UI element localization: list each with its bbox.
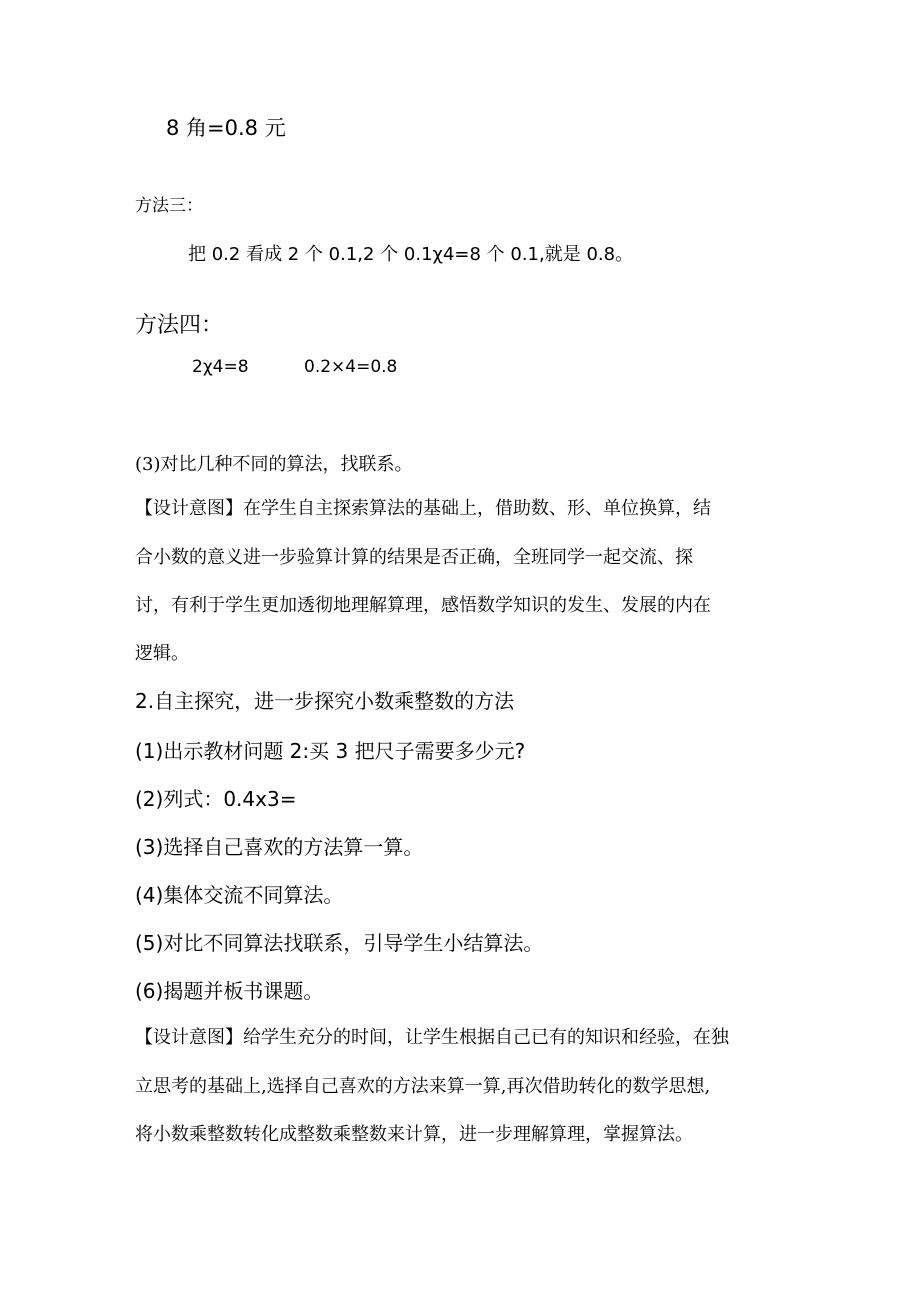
- step-4-share: (4)集体交流不同算法。: [135, 883, 344, 907]
- step-3-choose-method: (3)选择自己喜欢的方法算一算。: [135, 835, 424, 859]
- method-four-heading: 方法四：: [135, 313, 224, 338]
- step-3-compare: (3)对比几种不同的算法，找联系。: [135, 454, 413, 475]
- design-intent-1-line-4: 逻辑。: [135, 643, 189, 664]
- design-intent-2-line-1: 【设计意图】给学生充分的时间，让学生根据自己已有的知识和经验，在独: [135, 1027, 729, 1048]
- design-intent-1-line-3: 讨，有利于学生更加透彻地理解算理，感悟数学知识的发生、发展的内在: [135, 595, 711, 616]
- design-intent-2-line-2: 立思考的基础上,选择自己喜欢的方法来算一算,再次借助转化的数学思想,: [135, 1076, 711, 1097]
- design-intent-1-line-1: 【设计意图】在学生自主探索算法的基础上，借助数、形、单位换算，结: [135, 498, 711, 519]
- method-three-text: 把 0.2 看成 2 个 0.1,2 个 0.1χ4=8 个 0.1,就是 0.8。: [188, 244, 634, 265]
- step-1-question: (1)出示教材问题 2:买 3 把尺子需要多少元?: [135, 739, 526, 763]
- method-four-decimal-equation: 0.2×4=0.8: [304, 357, 398, 377]
- step-5-summarize: (5)对比不同算法找联系，引导学生小结算法。: [135, 931, 544, 955]
- method-four-integer-equation: 2χ4=8: [192, 357, 249, 377]
- design-intent-1-line-2: 合小数的意义进一步验算计算的结果是否正确，全班同学一起交流、探: [135, 547, 693, 568]
- method-three-heading: 方法三：: [135, 196, 203, 216]
- unit-conversion-line: 8 角=0.8 元: [166, 116, 286, 140]
- section-2-heading: 2.自主探究，进一步探究小数乘整数的方法: [135, 689, 515, 713]
- design-intent-2-line-3: 将小数乘整数转化成整数乘整数来计算，进一步理解算理，掌握算法。: [135, 1124, 693, 1145]
- step-6-title: (6)揭题并板书课题。: [135, 979, 324, 1003]
- step-2-formula: (2)列式：0.4x3=: [135, 787, 297, 811]
